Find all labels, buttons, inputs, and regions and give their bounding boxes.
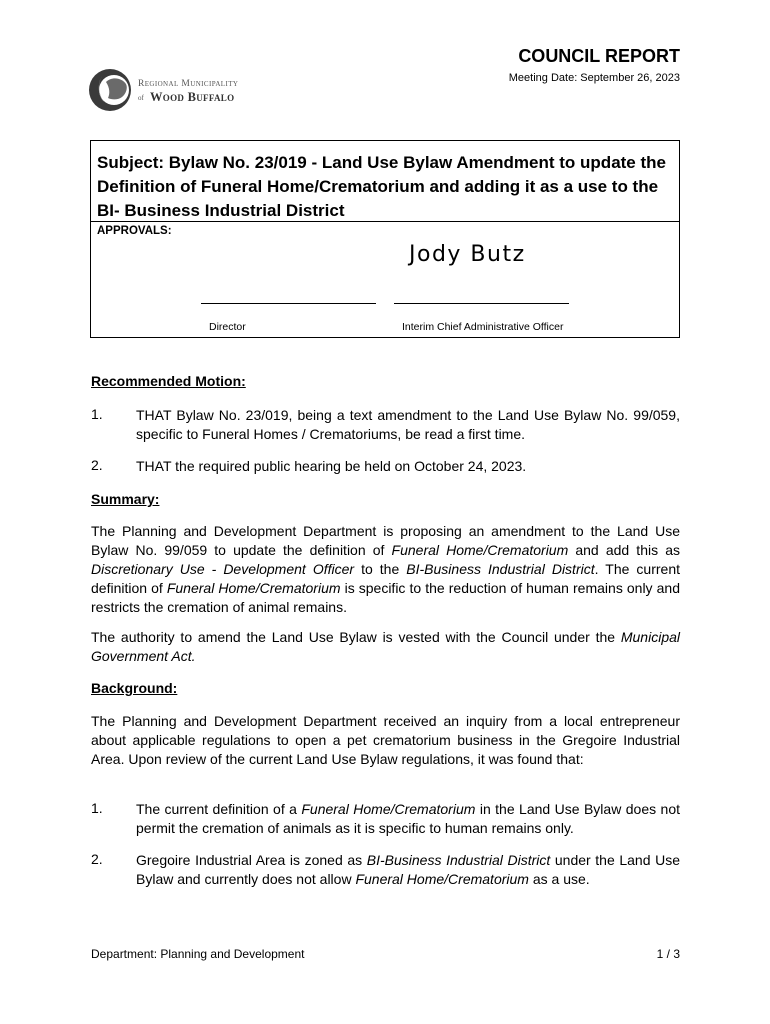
summary-paragraph-2: The authority to amend the Land Use Bylaw is vested with the Council under the Municipal Government Act. [91, 629, 680, 664]
background-item-2-text: Gregoire Industrial Area is zoned as BI-Business Industrial District under the Land Use Bylaw and currently does not allow Funeral Home/Crematorium as a use. [136, 852, 680, 887]
subject-box [90, 140, 680, 338]
background-item-number: 1. [91, 800, 103, 816]
municipality-logo [88, 64, 258, 116]
logo-text-of: of [138, 94, 144, 102]
motion-item-number: 1. [91, 406, 103, 422]
cao-signature-line [394, 303, 569, 304]
background-heading: Background: [91, 680, 178, 696]
bison-emblem-icon [88, 64, 136, 116]
logo-text-regional-municipality: Regional Municipality [138, 79, 239, 89]
subject-text: Subject: Bylaw No. 23/019 - Land Use Bylaw Amendment to update the Definition of Funeral Home/Crematorium and adding it as a use to the BI- Business Industrial District [97, 153, 666, 220]
approvals-label: APPROVALS: [97, 225, 172, 237]
cao-label: Interim Chief Administrative Officer [402, 321, 564, 333]
summary-paragraph-1: The Planning and Development Department is proposing an amendment to the Land Use Bylaw No. 99/059 to update the definition of Funeral Home/Crematorium and add this as Discretionary Use - Development Officer to the BI-Business Industrial District. The current definition of Funeral Home/Crematorium is specific to the reduction of human remains only and restricts the cremation of animal remains. [91, 523, 680, 615]
recommended-motion-heading: Recommended Motion: [91, 373, 246, 389]
signature: Jody Butz [409, 242, 526, 267]
background-item-1-text: The current definition of a Funeral Home/Crematorium in the Land Use Bylaw does not permit the cremation of animals as it is specific to human remains only. [136, 801, 680, 836]
summary-heading: Summary: [91, 491, 160, 507]
footer-page-number: 1 / 3 [656, 947, 680, 961]
motion-item-text: THAT the required public hearing be held on October 24, 2023. [136, 458, 527, 474]
motion-item-text: THAT Bylaw No. 23/019, being a text amendment to the Land Use Bylaw No. 99/059, specific to Funeral Homes / Crematoriums, be read a first time. [136, 407, 680, 442]
meeting-date: Meeting Date: September 26, 2023 [508, 72, 680, 84]
motion-item-number: 2. [91, 457, 103, 473]
report-title: COUNCIL REPORT [518, 46, 680, 66]
footer-department: Department: Planning and Development [91, 947, 305, 961]
director-label: Director [209, 321, 246, 333]
background-item-number: 2. [91, 851, 103, 867]
subject-divider [91, 221, 679, 222]
logo-text-wood-buffalo: Wood Buffalo [150, 90, 235, 104]
background-paragraph-1: The Planning and Development Department received an inquiry from a local entrepreneur about applicable regulations to open a pet crematorium business in the Gregoire Industrial Area. Upon review of the current Land Use Bylaw regulations, it was found that: [91, 713, 680, 767]
director-signature-line [201, 303, 376, 304]
